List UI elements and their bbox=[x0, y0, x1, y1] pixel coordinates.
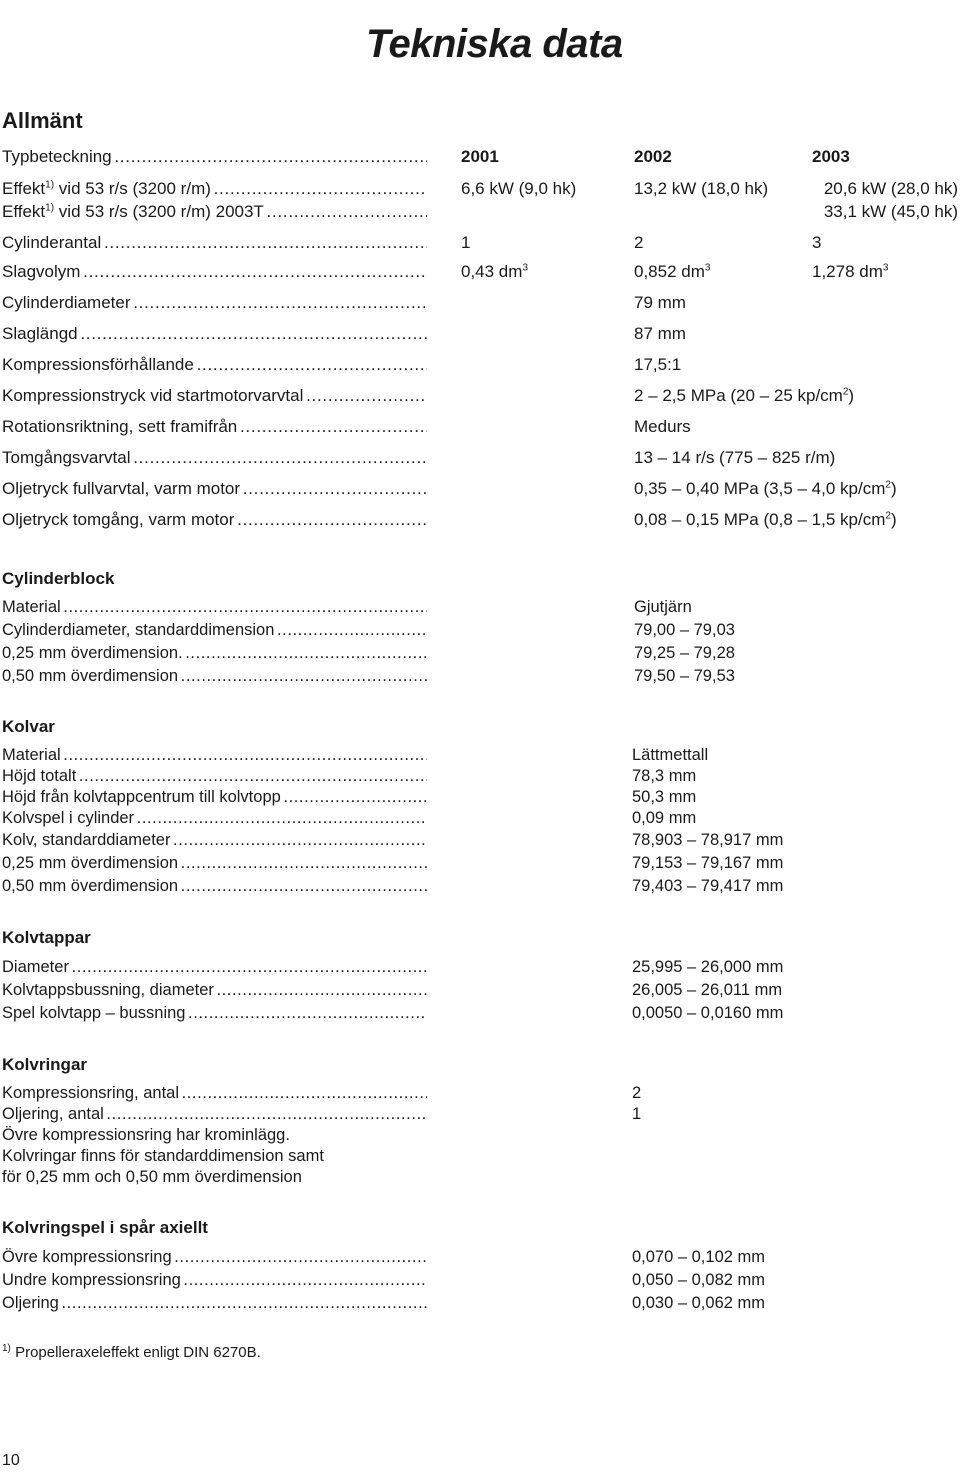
spec-value: 0,0050 – 0,0160 mm bbox=[632, 1004, 784, 1022]
spec-value-2001: 6,6 kW (9,0 hk) bbox=[461, 179, 577, 198]
spec-label: 0,50 mm överdimension . . . bbox=[2, 667, 427, 686]
page-title: Tekniska data bbox=[366, 22, 623, 66]
spec-label: Oljetryck fullvarvtal, varm motor . . . bbox=[2, 479, 427, 499]
spec-value: 79,153 – 79,167 mm bbox=[632, 854, 784, 872]
spec-label: Effekt$^{1)}$ vid 53 r/s (3200 r/m) . . . bbox=[2, 179, 427, 199]
spec-label: 0,25 mm överdimension. . . . bbox=[2, 644, 427, 663]
spec-label: Slaglängd . . . bbox=[2, 324, 427, 344]
spec-value: 0,08 – 0,15 MPa (0,8 – 1,5 $kp/cm^2$) bbox=[634, 510, 897, 529]
spec-value: 0,050 – 0,082 mm bbox=[632, 1271, 765, 1289]
spec-value: 17,5:1 bbox=[634, 355, 682, 374]
spec-value: 0,070 – 0,102 mm bbox=[632, 1248, 765, 1266]
spec-value-2002: 13,2 kW (18,0 hk) bbox=[634, 179, 769, 198]
spec-label: Material . . . bbox=[2, 598, 427, 617]
spec-label: Kolv, standarddiameter . . . bbox=[2, 831, 427, 850]
spec-value-2001: 0,43 $dm^3$ bbox=[461, 262, 528, 281]
spec-label: Diameter . . . bbox=[2, 958, 427, 977]
spec-label: Kolvspel i cylinder . . . bbox=[2, 809, 427, 828]
spec-value: Gjutjärn bbox=[634, 598, 692, 616]
spec-label: Kompressionsring, antal . . . bbox=[2, 1084, 427, 1103]
spec-value: 0,09 mm bbox=[632, 809, 697, 827]
spec-label: Oljering . . . bbox=[2, 1294, 427, 1313]
spec-label: Tomgångsvarvtal . . . bbox=[2, 448, 427, 468]
section-heading-kolvtappar: Kolvtappar bbox=[2, 928, 91, 947]
spec-value: 78,903 – 78,917 mm bbox=[632, 831, 784, 849]
spec-label: Övre kompressionsring . . . bbox=[2, 1248, 427, 1267]
spec-value: 25,995 – 26,000 mm bbox=[632, 958, 784, 976]
spec-label: Oljering, antal . . . bbox=[2, 1105, 427, 1124]
spec-value-2003: 3 bbox=[812, 233, 822, 252]
spec-value: 79,403 – 79,417 mm bbox=[632, 877, 784, 895]
spec-value-2003: 1,278 $dm^3$ bbox=[812, 262, 889, 281]
spec-value-2002: 2 bbox=[634, 233, 644, 252]
spec-value-2003: 33,1 kW (45,0 hk) bbox=[823, 202, 958, 221]
col-header-2001: 2001 bbox=[461, 147, 499, 166]
spec-value: 79,25 – 79,28 bbox=[634, 644, 735, 662]
spec-value-2003: 20,6 kW (28,0 hk) bbox=[823, 179, 958, 198]
spec-value: 0,030 – 0,062 mm bbox=[632, 1294, 765, 1312]
spec-label: Typbeteckning . . . bbox=[2, 147, 427, 167]
spec-value-2002: 0,852 $dm^3$ bbox=[634, 262, 711, 281]
spec-value: 13 – 14 r/s (775 – 825 r/m) bbox=[634, 448, 836, 467]
spec-value: 1 bbox=[632, 1105, 642, 1123]
spec-label: Rotationsriktning, sett framifrån . . . bbox=[2, 417, 427, 437]
spec-label: Kompressionsförhållande . . . bbox=[2, 355, 427, 375]
section-heading-kolvringar: Kolvringar bbox=[2, 1055, 88, 1074]
spec-value: 50,3 mm bbox=[632, 788, 697, 806]
section-heading-kolvringspel: Kolvringspel i spår axiellt bbox=[2, 1218, 208, 1237]
section-heading-cylinderblock: Cylinderblock bbox=[2, 569, 115, 588]
spec-label: Höjd från kolvtappcentrum till kolvtopp . . . bbox=[2, 788, 427, 807]
spec-value: 26,005 – 26,011 mm bbox=[632, 981, 783, 999]
note-text: Övre kompressionsring har krominlägg. bbox=[2, 1126, 290, 1144]
spec-value: 79 mm bbox=[634, 293, 686, 312]
col-header-2003: 2003 bbox=[812, 147, 850, 166]
spec-label: 0,25 mm överdimension . . . bbox=[2, 854, 427, 873]
spec-label: Effekt$^{1)}$ vid 53 r/s (3200 r/m) 2003T . . . bbox=[2, 202, 427, 222]
spec-label: Slagvolym . . . bbox=[2, 262, 427, 282]
section-heading-kolvar: Kolvar bbox=[2, 717, 55, 736]
spec-label: Oljetryck tomgång, varm motor . . . bbox=[2, 510, 427, 530]
spec-value: 79,00 – 79,03 bbox=[634, 621, 735, 639]
spec-label: Undre kompressionsring . . . bbox=[2, 1271, 427, 1290]
spec-value: 87 mm bbox=[634, 324, 686, 343]
spec-label: Kolvtappsbussning, diameter . . . bbox=[2, 981, 427, 1000]
col-header-2002: 2002 bbox=[634, 147, 672, 166]
spec-label: Material . . . bbox=[2, 746, 427, 765]
spec-label: Spel kolvtapp – bussning . . . bbox=[2, 1004, 427, 1023]
spec-label: Cylinderantal . . . bbox=[2, 233, 427, 253]
note-text: för 0,25 mm och 0,50 mm överdimension bbox=[2, 1168, 302, 1186]
spec-value: 2 – 2,5 MPa (20 – 25 $kp/cm^2$) bbox=[634, 386, 855, 405]
spec-value: 79,50 – 79,53 bbox=[634, 667, 735, 685]
spec-value: 2 bbox=[632, 1084, 642, 1102]
note-text: Kolvringar finns för standarddimension samt bbox=[2, 1147, 324, 1165]
spec-label: Cylinderdiameter . . . bbox=[2, 293, 427, 313]
spec-label: Cylinderdiameter, standarddimension . . . bbox=[2, 621, 427, 640]
spec-value: 0,35 – 0,40 MPa (3,5 – 4,0 $kp/cm^2$) bbox=[634, 479, 897, 498]
section-heading-allmant: Allmänt bbox=[2, 108, 83, 133]
spec-value-2001: 1 bbox=[461, 233, 471, 252]
page-number: 10 bbox=[2, 1452, 20, 1469]
spec-label: Kompressionstryck vid startmotorvarvtal . . . bbox=[2, 386, 427, 406]
spec-label: Höjd totalt . . . bbox=[2, 767, 427, 786]
spec-label: 0,50 mm överdimension . . . bbox=[2, 877, 427, 896]
spec-value: Medurs bbox=[634, 417, 691, 436]
footnote: $^{1)}$ Propelleraxeleffekt enligt DIN 6270B. bbox=[2, 1343, 261, 1361]
spec-value: Lättmettall bbox=[632, 746, 709, 764]
spec-value: 78,3 mm bbox=[632, 767, 697, 785]
